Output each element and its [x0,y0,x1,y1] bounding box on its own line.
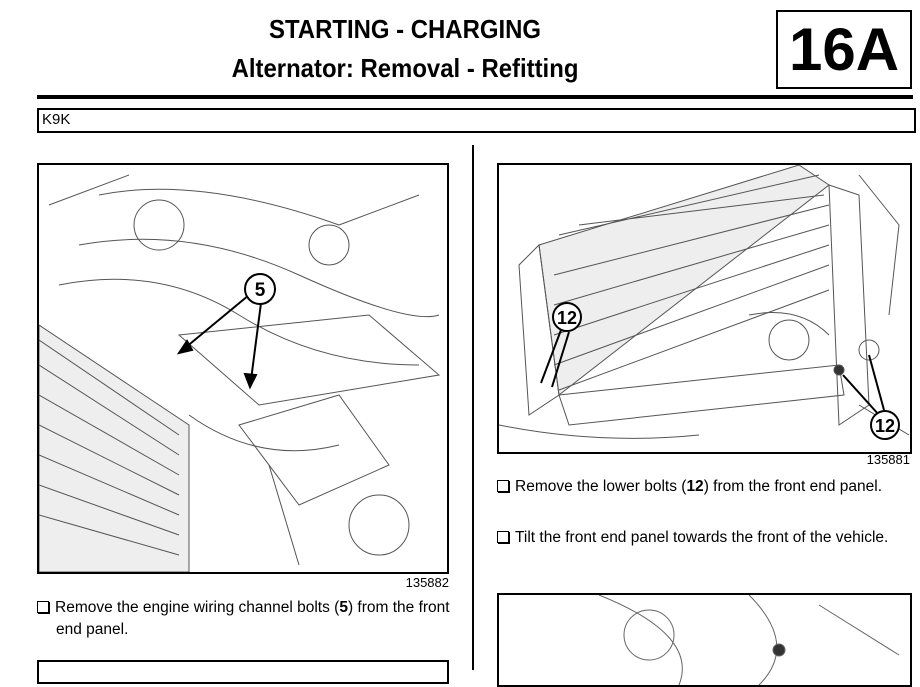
figure-number: 135881 [866,452,910,467]
checkbox-icon [37,601,49,613]
figure-engine-wiring-channel [37,163,449,574]
engine-code: K9K [37,108,916,133]
chapter-code: 16A [776,10,912,89]
checkbox-icon [497,480,509,492]
callout-12-left: 12 [556,308,578,328]
radiator-illustration [499,165,909,438]
callout-12-right: 12 [874,416,896,436]
checkbox-icon [497,531,509,543]
figure-next-right [497,593,912,687]
section-title: STARTING - CHARGING [269,14,541,44]
callout-arrows [179,295,261,387]
page-title: Alternator: Removal - Refitting [231,53,579,83]
instruction-step: Remove the engine wiring channel bolts (5) from the front end panel. [37,597,471,641]
radiator-illustration [39,175,439,572]
header-rule [37,95,913,99]
column-divider [472,145,474,670]
instruction-step: Remove the lower bolts (12) from the front end panel. [497,476,920,498]
callout-5: 5 [254,280,266,301]
figure-number: 135882 [405,575,449,590]
figure-next-left [37,660,449,684]
instruction-step: Tilt the front end panel towards the front of the vehicle. [497,527,920,549]
figure-front-end-panel [497,163,912,454]
